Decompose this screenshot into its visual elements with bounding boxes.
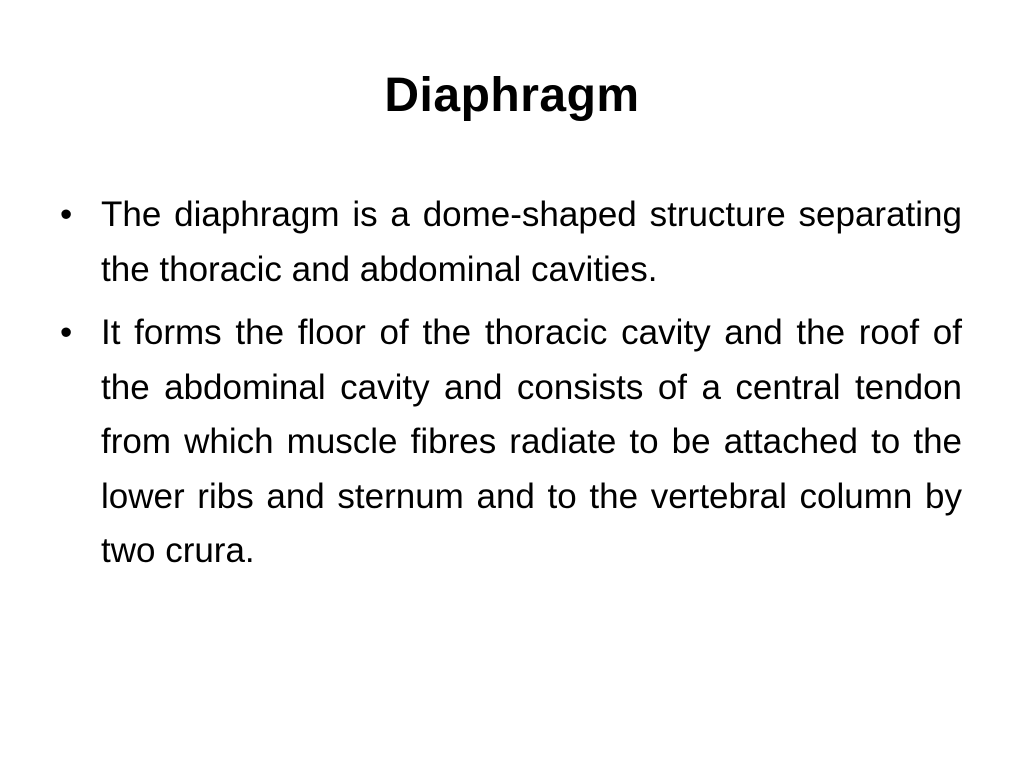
slide-title: Diaphragm [384,69,640,122]
bullet-text: The diaphragm is a dome-shaped structure separating the thoracic and abdominal cavities. [101,195,962,289]
bullet-text: It forms the floor of the thoracic cavity and the roof of the abdominal cavity and consists of a central tendon from which muscle fibres radiate to be attached to the lower ribs and sternum and to the vertebral column by two crura. [101,313,962,570]
bullet-item [60,188,962,297]
bullet-item [60,306,962,579]
bullet-icon: • [60,195,73,234]
bullet-icon: • [60,313,73,352]
bullet-list [60,188,962,588]
